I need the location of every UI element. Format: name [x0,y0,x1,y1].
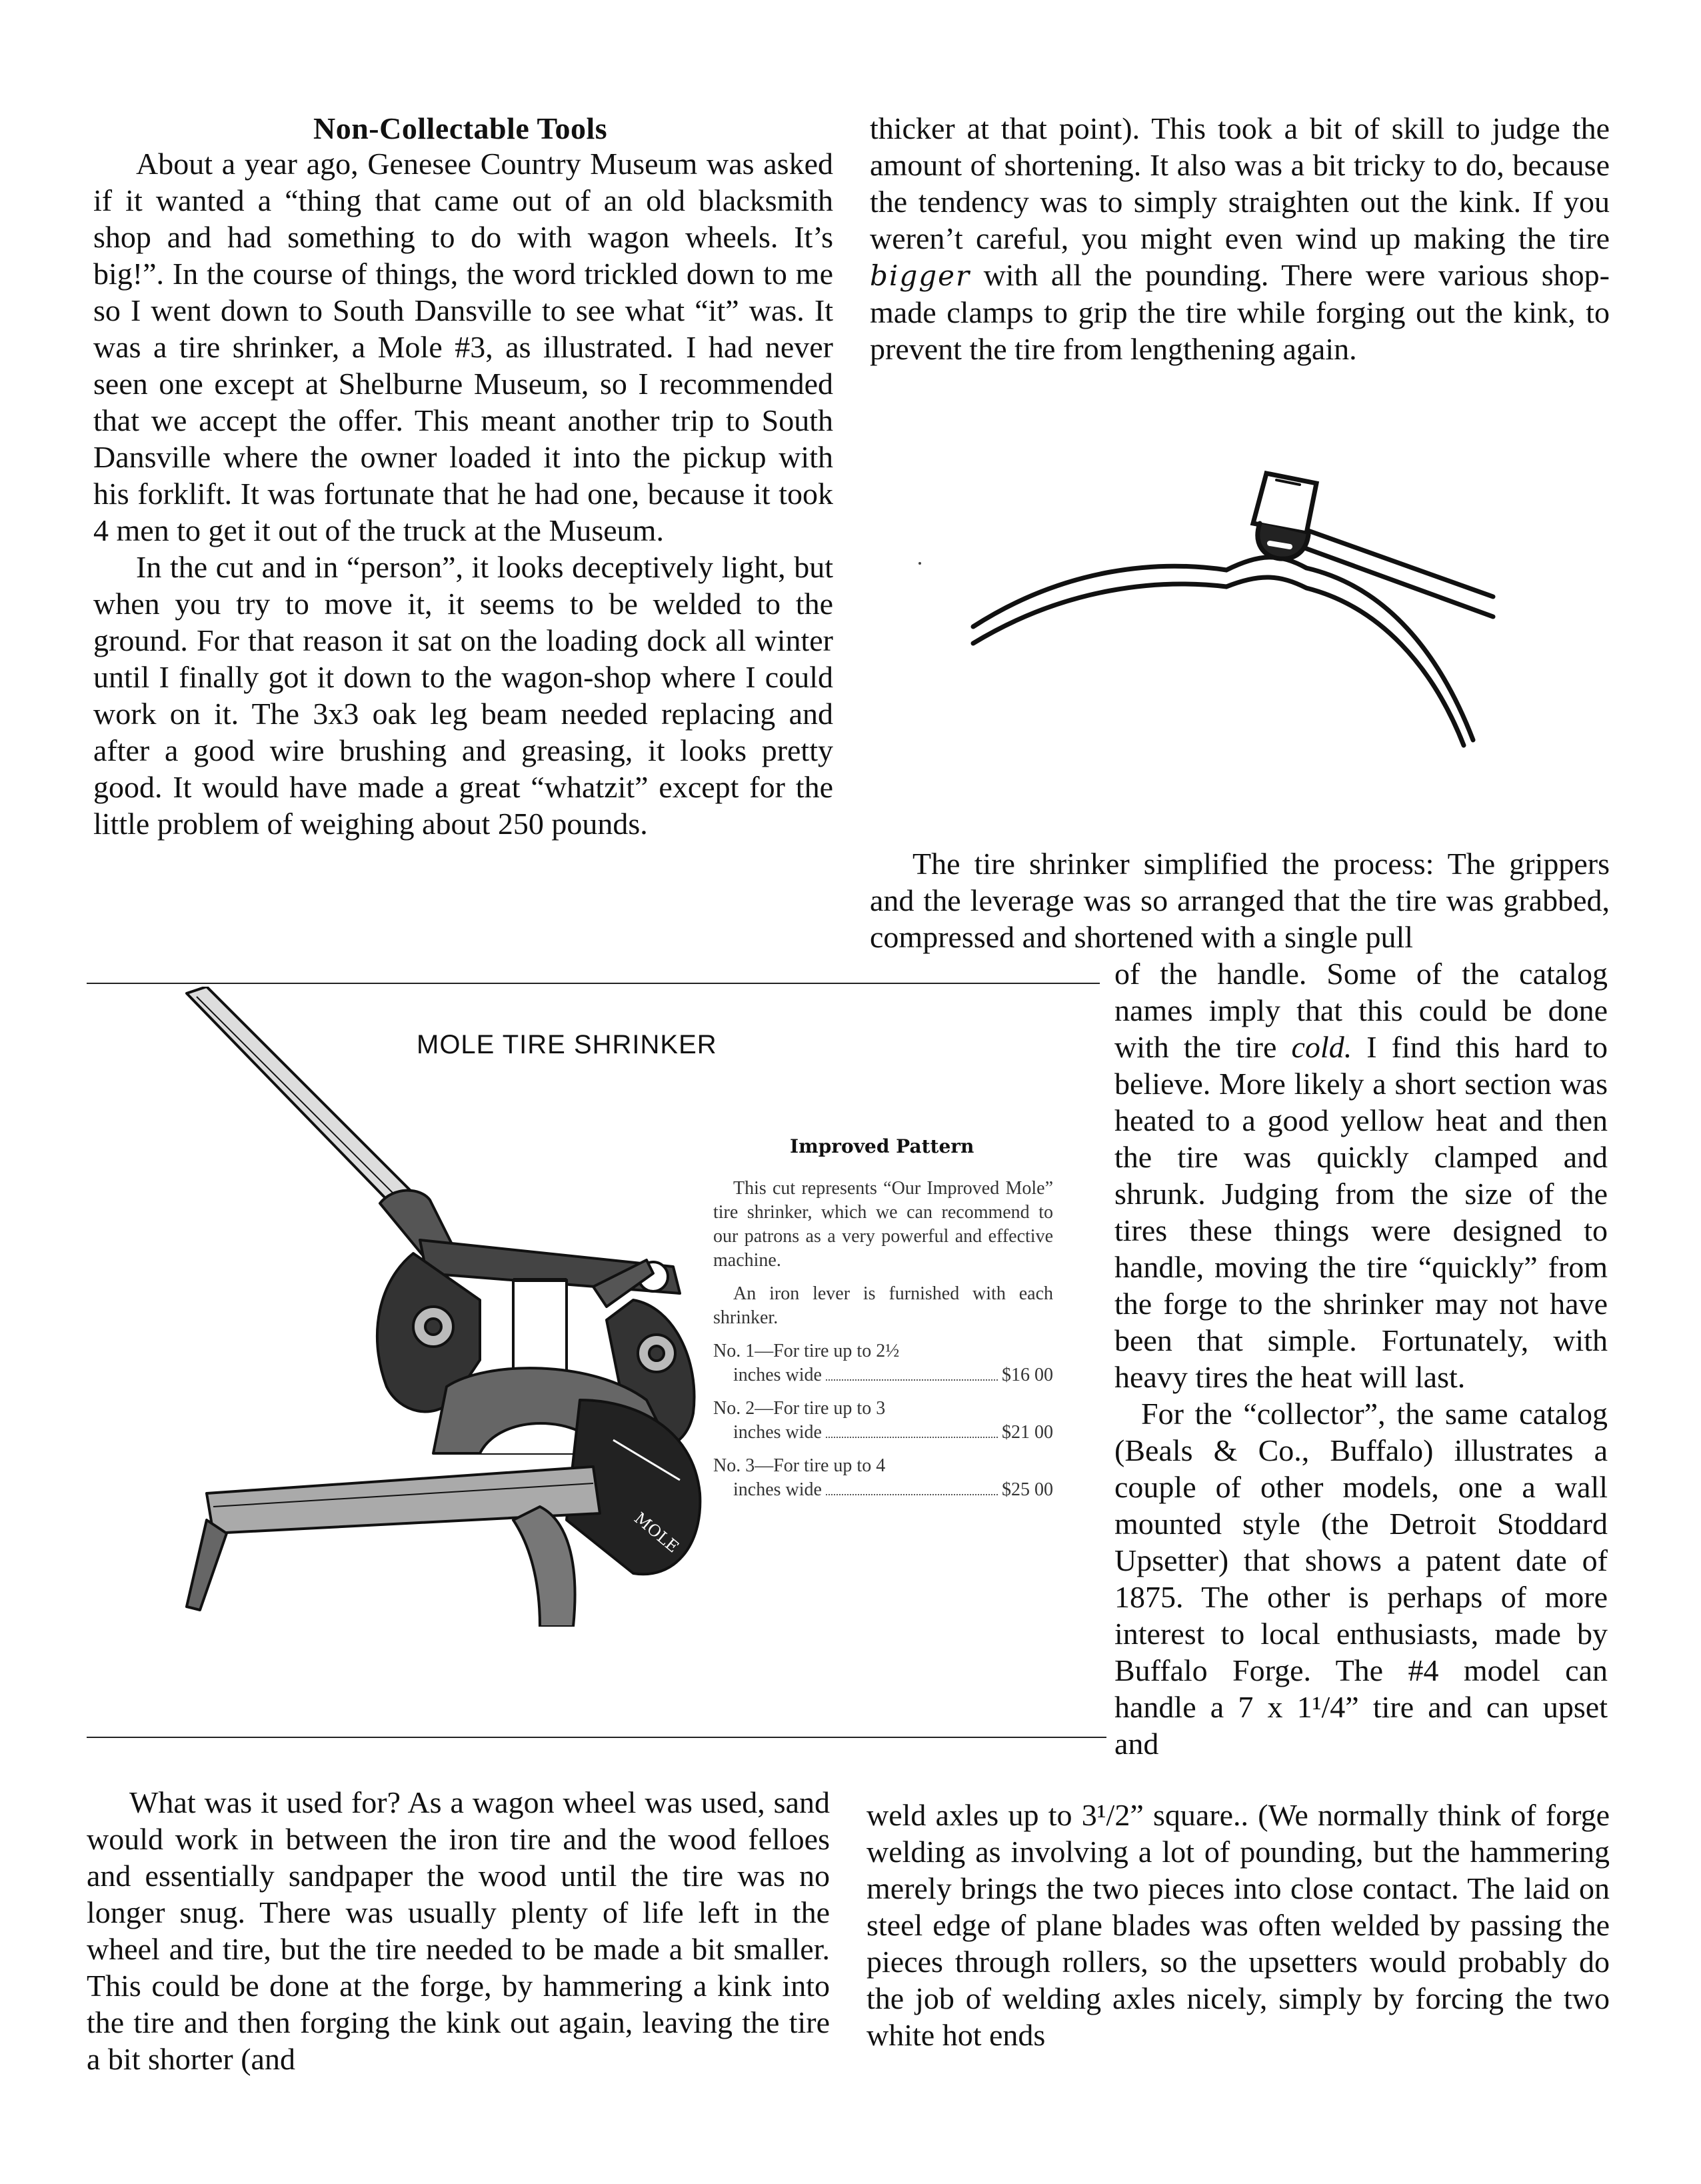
paragraph: What was it used for? As a wagon wheel was used, sand would work in between the iron tire and the wood felloes and essentially sandpaper the wood until the tire was no longer snug. There was usually plenty of life left in the wheel and tire, but the tire needed to be made a bit smaller. This could be done at the forge, by hammering a kink into the tire and then forging the kink out again, leaving the tire a bit shorter (and [87,1785,830,2076]
paragraph: of the handle. Some of the catalog names imply that this could be done with the tire cold. I find this hard to believe. More likely a short section was heated to a good yellow heat and then the tire was quickly clamped and shrunk. Judging from the size of the tires these things were designed to handle, moving the tire “quickly” from the forge to the shrinker may not have been that simple. Fortunately, with heavy tires the heat will last. [1114,957,1608,1394]
left-column-top [93,145,833,842]
hammer-tire-illustration [906,427,1506,827]
price-item: No. 1—For tire up to 2½ inches wide $16 00 [713,1341,1053,1385]
ad-description [713,1177,1053,1511]
paragraph: About a year ago, Genesee Country Museum was asked if it wanted a “thing that came out of an old blacksmith shop and had something to do with wagon wheels. It’s big!”. In the course of things, the word trickled down to me so I went down to South Dansville to see what “it” was. It was a tire shrinker, a Mole #3, as illustrated. I had never seen one except at Shelburne Museum, so I recommended that we accept the offer. This meant another trip to South Dansville where the owner loaded it into the pickup with his forklift. It was fortunate that he had one, because it took 4 men to get it out of the truck at the Museum. [93,147,833,547]
right-column-mid [870,845,1610,955]
paragraph: In the cut and in “person”, it looks deceptively light, but when you try to move it, it seems to be welded to the ground. For that reason it sat on the loading dock all winter until I finally got it down to the wagon-shop where I could work on it. The 3x3 oak leg beam needed replacing and after a good wire brushing and greasing, it looks pretty good. It would have made a great “whatzit” except for the little problem of weighing about 250 pounds. [93,550,833,841]
right-column-bottom [866,1797,1610,2053]
paragraph: thicker at that point). This took a bit of skill to judge the amount of shortening. It also was a bit tricky to do, because the tendency was to simply straighten out the kink. If you weren’t careful, you might even wind up making the tire bigger with all the pounding. There were various shop-made clamps to grip the tire while forging out the kink, to prevent the tire from lengthening again. [870,111,1610,366]
left-column-bottom [87,1784,830,2077]
right-column-narrow [1114,955,1608,1762]
paragraph: weld axles up to 3¹/2” square.. (We normally think of forge welding as involving a lot of pounding, but the hammering merely brings the two pieces into close contact. The laid on steel edge of plane blades was often welded by passing the pieces through rollers, so the upsetters would probably do the job of welding axles nicely, simply by forcing the two white hot ends [866,1798,1610,2052]
tire-shrinker-illustration [167,987,713,1627]
price-item: No. 2—For tire up to 3 inches wide $21 00 [713,1398,1053,1443]
ad-title: MOLE TIRE SHRINKER [417,1030,717,1059]
paragraph: The tire shrinker simplified the process: The grippers and the leverage was so arranged that the tire was grabbed, compressed and shortened with a single pull [870,847,1610,954]
ad-subtitle: Improved Pattern [790,1135,974,1157]
machine-mole-label: MOLE [631,1509,683,1557]
ad-bottom-rule [87,1737,1106,1738]
paragraph: For the “collector”, the same catalog (Beals & Co., Buffalo) illustrates a couple of other models, one a wall mounted style (the Detroit Stoddard Upsetter) that shows a patent date of 1875. The other is perhaps of more interest to local enthusiasts, made by Buffalo Forge. The #4 model can handle a 7 x 1¹/4” tire and can upset and [1114,1397,1608,1761]
ad-top-rule [87,983,1100,984]
price-item: No. 3—For tire up to 4 inches wide $25 00 [713,1455,1053,1500]
ad-paragraph: An iron lever is furnished with each shrinker. [713,1283,1053,1328]
right-column-top [870,110,1610,367]
article-title: Non-Collectable Tools [313,111,608,145]
ad-paragraph: This cut represents “Our Improved Mole” tire shrinker, which we can recommend to our patrons as a very powerful and effective machine. [713,1178,1053,1271]
